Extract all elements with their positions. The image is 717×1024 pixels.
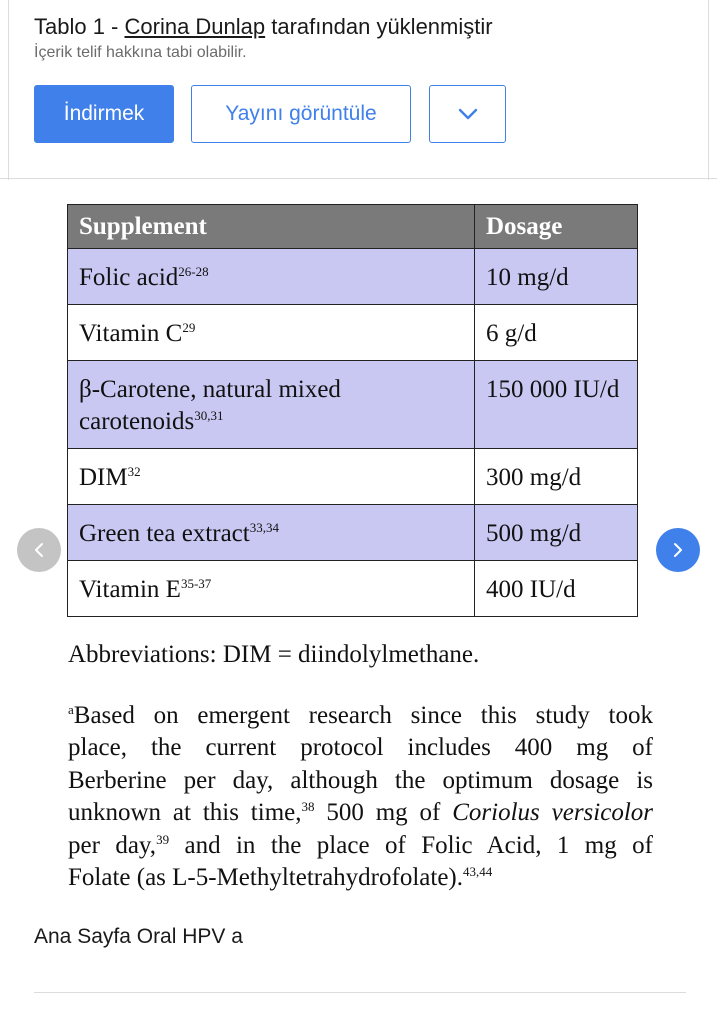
author-link[interactable]: Corina Dunlap [124, 14, 266, 39]
table-header-row [68, 205, 638, 249]
footnote-line: place, the current protocol includes 400 mg of [68, 734, 653, 762]
figure-title [34, 14, 493, 40]
footnote-line: $^a$Based on emergent research since this study took [68, 702, 653, 729]
footnote-line: Folate (as L-5-Methyltetrahydrofolate).$^{43,44}$ [68, 864, 493, 892]
supplement-cell: Vitamin $E^{35-37}$ [68, 561, 475, 617]
table-row [68, 449, 638, 505]
dosage-cell: 500 mg/d [475, 505, 638, 561]
footnote-line: Berberine per day, although the optimum dosage is [68, 766, 653, 794]
footnote-line: unknown at this time,$^{38}$ 500 mg of Coriolus versicolor [68, 799, 653, 827]
supplement-table [67, 204, 638, 617]
header-divider [0, 178, 717, 179]
frame-edge-left [8, 0, 9, 180]
table-row [68, 305, 638, 361]
title-suffix: tarafından yüklenmiştir [265, 14, 493, 39]
dosage-cell: 6 g/d [475, 305, 638, 361]
dosage-cell: 150 000 IU/d [475, 361, 638, 449]
breadcrumb[interactable]: Ana Sayfa Oral HPV a [34, 925, 243, 948]
previous-figure-button[interactable] [17, 528, 61, 572]
chevron-right-icon [671, 541, 685, 559]
supplement-cell: β-Carotene, natural mixed carotenoids$^{30,31}$ [68, 361, 475, 449]
dosage-cell: 10 mg/d [475, 249, 638, 305]
view-publication-button[interactable]: Yayını görüntüle [191, 85, 411, 143]
table-row [68, 361, 638, 449]
supplement-cell: Folic acid$^{26-28}$ [68, 249, 475, 305]
table-row [68, 249, 638, 305]
download-button[interactable]: İndirmek [34, 85, 174, 143]
abbreviations-note: Abbreviations: DIM = diindolylmethane. [68, 641, 480, 668]
table-row [68, 561, 638, 617]
header-dosage: Dosage [475, 205, 638, 249]
dosage-cell: 300 mg/d [475, 449, 638, 505]
footer-divider [34, 992, 686, 993]
copyright-notice: İçerik telif hakkına tabi olabilir. [34, 44, 247, 61]
chevron-left-icon [32, 541, 46, 559]
supplement-cell: DIM$^{32}$ [68, 449, 475, 505]
table-row [68, 505, 638, 561]
title-prefix: Tablo 1 - [34, 14, 125, 39]
footnote-line: per day,$^{39}$ and in the place of Folic Acid, 1 mg of [68, 831, 653, 859]
footnote [68, 700, 653, 894]
supplement-cell: Green tea extract$^{33,34}$ [68, 505, 475, 561]
more-options-button[interactable] [429, 85, 506, 143]
frame-edge-right [708, 0, 709, 180]
chevron-down-icon [457, 107, 479, 121]
next-figure-button[interactable] [656, 528, 700, 572]
dosage-cell: 400 IU/d [475, 561, 638, 617]
header-supplement: Supplement [68, 205, 475, 249]
supplement-cell: Vitamin $C^{29}$ [68, 305, 475, 361]
